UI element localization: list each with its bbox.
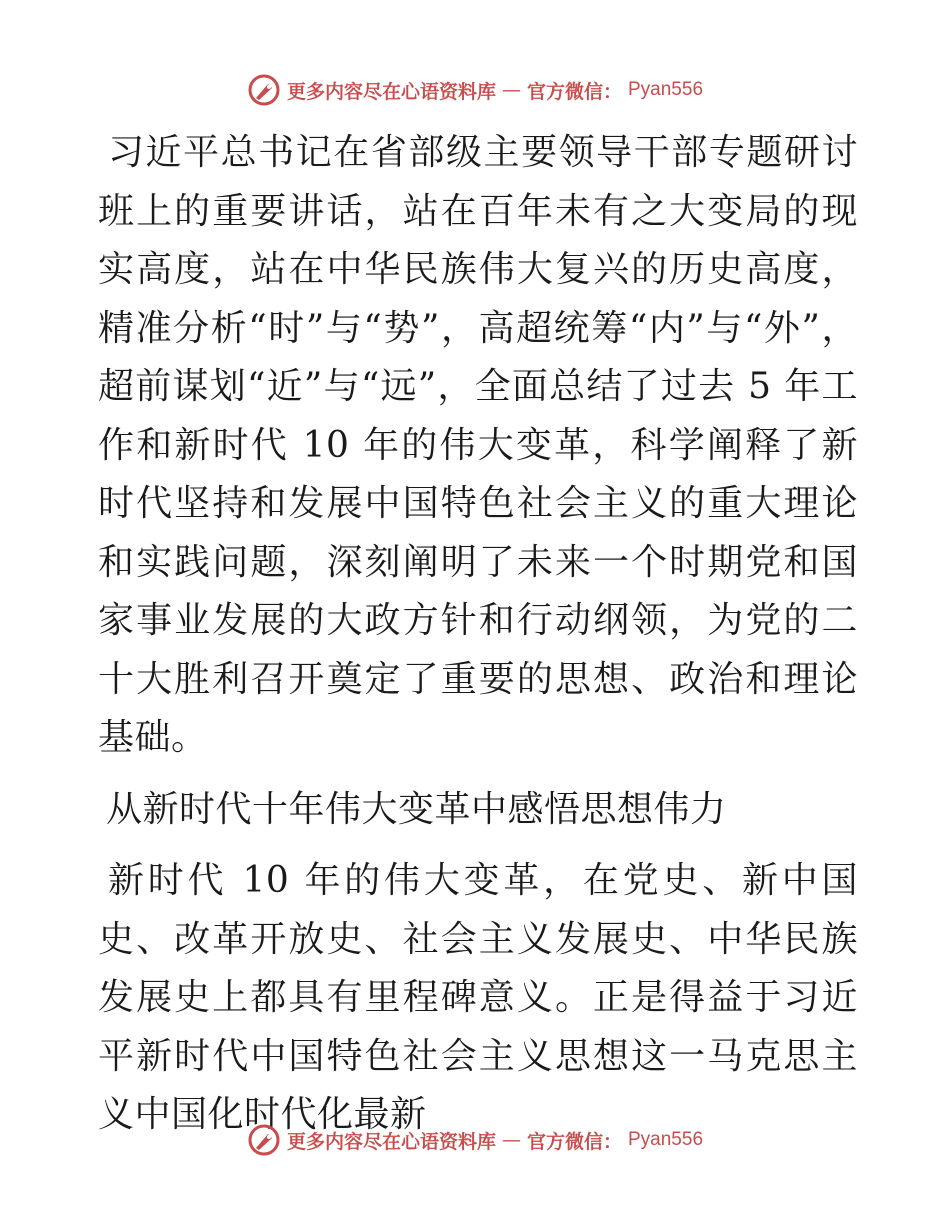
pen-nib-icon [247,73,281,107]
pen-nib-icon [247,1123,281,1157]
paragraph-2: 新时代 10 年的伟大变革，在党史、新中国史、改革开放史、社会主义发展史、中华民族发展史上都具有里程碑意义。正是得益于习近平新时代中国特色社会主义思想这一马克思主义中国化时代化最新 [98,860,858,1135]
watermark-separator: — [501,79,521,101]
watermark-text: 更多内容尽在心语资料库 [286,80,496,103]
watermark-label: 官方微信： [526,1130,622,1153]
header-watermark [0,70,950,110]
watermark-label: 官方微信： [526,80,622,103]
watermark-handle: Pyan556 [628,79,704,100]
watermark-separator: — [501,1129,521,1151]
paragraph-1: 习近平总书记在省部级主要领导干部专题研讨班上的重要讲话，站在百年未有之大变局的现实高度，站在中华民族伟大复兴的历史高度，精准分析“时”与“势”，高超统筹“内”与“外”，超前谋划“近”与“远”，全面总结了过去 5 年工作和新时代 10 年的伟大变革，科学阐释了新时代坚持和发展中国特色社会主义的重大理论和实践问题，深刻阐明了未来一个时期党和国家事业发展的大政方针和行动纲领，为党的二十大胜利召开奠定了重要的思想、政治和理论基础。 [98,132,858,758]
watermark-text: 更多内容尽在心语资料库 [286,1130,496,1153]
section-heading: 从新时代十年伟大变革中感悟思想伟力 [106,788,727,830]
footer-watermark [0,1120,950,1160]
watermark-handle: Pyan556 [628,1129,704,1150]
document-body [98,124,858,1145]
